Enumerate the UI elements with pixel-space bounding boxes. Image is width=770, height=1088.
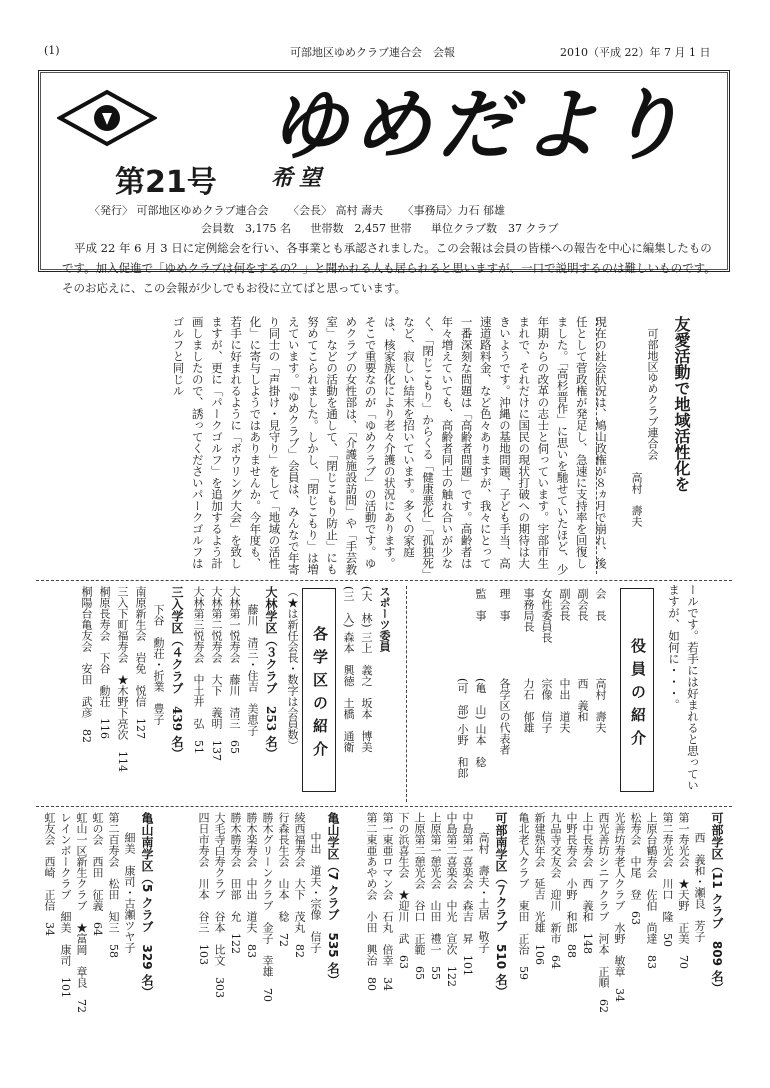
club-entry: 大林第二悦寿会 大下 義明 137 <box>210 586 223 761</box>
district-head: 可部南学区（７クラブ 510 名） <box>494 812 508 998</box>
club-entry: 桐原長寿会 下谷 勳荘 116 <box>98 586 111 739</box>
newsletter-org-title: 可部地区ゆめクラブ連合会 会報 <box>290 46 455 59</box>
club-entry: 大林第一悦寿会 藤川 清三 65 <box>228 586 241 754</box>
officer-row: 事務局長力石 郁雄 <box>522 588 535 733</box>
issue-date: 2010（平成 22）年 7 月 1 日 <box>560 46 711 59</box>
office: 〈事務局〉力石 郁雄 <box>402 204 505 217</box>
officers-list <box>450 588 610 798</box>
club-entry: 西光善坊シニアクラブ 河本 正順 62 <box>597 812 610 1013</box>
article-byline: 可部地区ゆめクラブ連合会 <box>646 328 659 460</box>
club-entry: 下の浜喜生会 ★迎川 武 63 <box>397 812 410 969</box>
club-entry: 上原第一憩光会 山田 禮一 55 <box>429 812 442 980</box>
district-head: 三入学区（４クラブ 439 名） <box>170 586 184 760</box>
club-entry: 上原第二憩光会 谷口 正範 65 <box>413 812 426 980</box>
club-entry: 第一寿光会 ★天野 正美 70 <box>677 812 690 969</box>
club-entry: 新建熟年会 延吉 光雄 106 <box>533 812 546 965</box>
schools-note: （★は新任会長・数字は会員数） <box>286 586 299 751</box>
club-entry: 南原新生会 岩免 悦信 127 <box>134 586 147 739</box>
club-entry: 第二東亜あやめ会 小田 興治 80 <box>365 812 378 991</box>
district-lead: 中出 道夫・宗像 信子 <box>309 832 322 953</box>
district-clubs-section <box>30 812 730 1062</box>
district-head: 亀山学区（7 クラブ 535 名） <box>326 812 340 986</box>
district-lead: 下谷 勳荘・折業 豊子 <box>152 604 165 725</box>
club-entry: 綾西福寿会 大下 茂丸 82 <box>293 812 306 958</box>
section-divider <box>36 806 732 807</box>
club-entry: 第二百寿会 松田 知三 58 <box>107 812 120 958</box>
column-divider <box>596 318 597 574</box>
article-body: 現在の社会状況は、鳩山政権が８ヵ月で崩れ、後任として菅政権が発足し、急速に支持率を回復しました。「高杉晋作」に思いを馳せていたほど、少年期からの改革の志士と伺っています。宇部市生まれで、それだけに国民の現状打破への期待は大きいようです。沖縄の基地問題、子ども手当、高速道路料金、など色々ありますが、我々にとって一番深刻な問題は「高齢者問題」です。高齢者は年々増えていても、高齢者同士の触れ合いが少なく、「閉じこもり」からくる「健康悪化」「孤独死」など、寂しい結末を招いています。多くの家庭は、核家族化により老々介護の状況にあります。そこで重要なのが「ゆめクラブ」の活動です。ゆめクラブの女性部は、「介護施設訪問」や「手芸教室」などの活動を通して、「閉じこもり防止」にも努めてこられました。しかし、「閉じこもり」は増えています。「ゆめクラブ」会員は、みんなで年寄り同士の「声掛け・見守り」をして「地域の活性化」に寄与しようではありませんか。今年度も、若手に好まれるように「ボウリング大会」を致しますが、更に「パークゴルフ」を追加するよう計画しましたので、誘ってくださいパークゴルフはゴルフと同じル <box>171 316 608 575</box>
newsletter-title: ゆめだより <box>269 81 690 171</box>
column-divider <box>406 586 407 802</box>
club-entry: 虹の会 西田 征義 64 <box>91 812 104 936</box>
club-entry: 大林第三悦寿会 中土井 弘 51 <box>192 586 205 754</box>
club-entry: 行森長生会 山本 稔 72 <box>277 812 290 947</box>
club-entry: 虹山一区新生クラブ ★富岡 章良 72 <box>75 812 88 1013</box>
district-head: 大林学区（３クラブ 253 名） <box>264 586 278 760</box>
sports-row: (大 林) 三上 義之 坂本 博美 <box>360 586 373 753</box>
district-head: 可部学区（11 クラブ 809 名） <box>710 812 724 995</box>
district-lead: 藤川 清三・住吉 美恵子 <box>246 604 259 736</box>
article-title: 友愛活動で地域活性化を <box>672 316 691 492</box>
officer-row: 副会長西 義和 <box>576 588 589 722</box>
district-head: 亀山南学区（5 クラブ 329 名） <box>140 812 154 998</box>
club-entry: 上中長寿会 西 義和 148 <box>581 812 594 954</box>
sports-row: (三 入) 森本 興徳 土橋 通衛 <box>342 586 355 753</box>
club-entry: 第一東亜ロマン会 石丸 倍幸 34 <box>381 812 394 991</box>
officer-row: 理 事各学区の代表者 <box>498 588 511 755</box>
club-logo-icon <box>57 89 157 147</box>
club-entry: レインボークラブ 細美 康司 101 <box>59 812 72 998</box>
officer-row: 会 長高村 壽夫 <box>594 588 607 733</box>
club-entry: 三入下町福寿会 ★木野下亮次 114 <box>116 586 129 772</box>
household-count: 世帯数 2,457 世帯 <box>310 222 412 235</box>
officer-row: 女性委員長宗像 信子 <box>540 588 553 733</box>
schools-title: 各学区の紹介 <box>302 588 336 792</box>
membership-stats <box>201 220 575 236</box>
article-continuation: ールです。若手には好まれると思っていますが、如何に・・・。 <box>667 584 700 791</box>
officer-row: 副会長中出 道夫 <box>558 588 571 733</box>
intro-paragraph: 平成 22 年 6 月 3 日に定例総会を行い、各事業とも承認されました。この会報は会員の皆様への報告を中心に編集したものです。加入促進で「ゆめクラブは何をするの？」と聞かれる人も居られると思いますが、一口で説明するのは難しいものです。そのお応えに、この会報が少しでもお役に立てばと思っています。 <box>62 241 716 295</box>
club-entry: 中島第二喜楽会 中光 宣次 122 <box>445 812 458 987</box>
club-entry: 中島第一喜楽会 森吉 昇 101 <box>461 812 474 976</box>
page-header <box>0 44 770 60</box>
club-entry: 第二寿光会 川口 隆 50 <box>661 812 674 947</box>
club-entry: 上原台鶴寿会 佐伯 尚達 83 <box>645 812 658 969</box>
club-entry: 光善坊寿老人クラブ 水野 敏章 34 <box>613 812 626 1002</box>
motto: 希望 <box>271 165 328 191</box>
page-number: (1) <box>44 44 60 57</box>
club-entry: 勝木グリーンクラブ 金子 幸雄 70 <box>261 812 274 1002</box>
club-entry: 九品寺交友会 迎川 新市 64 <box>549 812 562 969</box>
club-entry: 勝木楽寿会 中出 道夫 83 <box>245 812 258 958</box>
issue-number: 第21号 <box>115 165 217 200</box>
schools-intro-section <box>30 584 406 804</box>
club-entry: 亀北老人クラブ 東田 正治 59 <box>517 812 530 980</box>
sports-committee-label: スポーツ委員 <box>378 586 391 652</box>
club-entry: 四日市寿会 川本 谷三 103 <box>197 812 210 965</box>
club-entry: 大毛寺白寿クラブ 谷本 比文 303 <box>213 812 226 998</box>
officer-row: 監 事(亀 山) 山本 稔 <box>474 588 487 768</box>
officers-title: 役員の紹介 <box>620 588 654 792</box>
club-entry: 松寿会 中尾 登 63 <box>629 812 642 925</box>
club-entry: 桐陽台亀友会 安田 武彦 82 <box>80 586 93 743</box>
publisher-info <box>89 202 521 218</box>
district-lead: 細美 康司・古瀬ツヤ子 <box>123 832 136 953</box>
club-count: 単位クラブ数 37 クラブ <box>431 222 559 235</box>
section-divider <box>36 580 732 581</box>
main-article <box>40 316 700 578</box>
club-entry: 勝木勝寿会 田部 允 122 <box>229 812 242 954</box>
officers-section <box>410 584 730 804</box>
publisher: 〈発行〉 可部地区ゆめクラブ連合会 <box>89 204 269 217</box>
chairman: 〈会長〉 高村 壽夫 <box>288 204 383 217</box>
club-entry: 虹友会 西崎 正信 34 <box>43 812 56 936</box>
district-lead: 西 義和・瀬良 芳子 <box>693 832 706 942</box>
district-lead: 高村 壽夫・土居 敬子 <box>477 832 490 953</box>
article-author: 高村 壽夫 <box>630 472 643 527</box>
member-count: 会員数 3,175 名 <box>201 222 291 235</box>
officer-row: (可 部) 小野 和郎 <box>456 678 469 779</box>
club-entry: 中野長寿会 小野 和郎 88 <box>565 812 578 958</box>
